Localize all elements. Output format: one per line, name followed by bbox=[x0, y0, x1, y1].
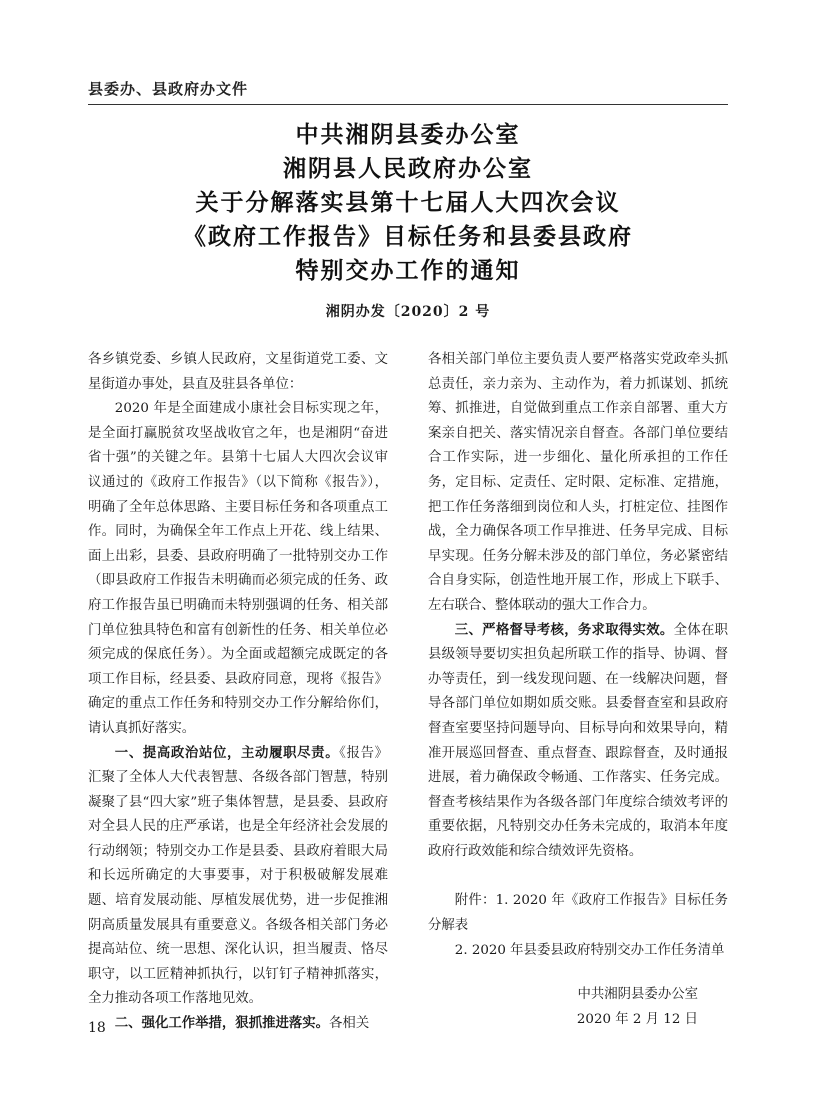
title-line: 关于分解落实县第十七届人大四次会议 bbox=[195, 189, 621, 216]
title-line: 湘阴县人民政府办公室 bbox=[283, 155, 533, 182]
header-divider bbox=[88, 104, 728, 105]
title-line: 特别交办工作的通知 bbox=[295, 257, 521, 284]
attachment-1: 附件：1. 2020 年《政府工作报告》目标任务分解表 bbox=[428, 893, 728, 934]
section-1-paragraph bbox=[88, 742, 388, 1013]
signing-date: 2020 年 2 月 12 日 bbox=[576, 1011, 698, 1027]
page-number: 18 bbox=[88, 1020, 106, 1036]
left-column bbox=[88, 348, 388, 1037]
section-2-paragraph bbox=[88, 1012, 388, 1037]
section-2-text-start: 各相关 bbox=[329, 1016, 370, 1032]
section-2-text: 各相关部门单位主要负责人要严格落实党政牵头抓总责任，亲力亲为、主动作为，着力抓谋划、抓统筹、抓推进，自觉做到重点工作亲自部署、重大方案亲自把关、落实情况亲自督查。各部门单位要结合工作实际，进一步细化、量化所承担的工作任务，定目标、定责任、定时限、定标准、定措施，把工作任务落细到岗位和人头，打桩定位、挂图作战，全力确保各项工作早推进、任务早完成、目标早实现。任务分解未涉及的部门单位，务必紧密结合自身实际，创造性地开展工作，形成上下联手、左右联合、整体联动的强大工作合力。 bbox=[428, 352, 728, 613]
document-title bbox=[88, 118, 728, 288]
section-1-heading: 一、提高政治站位，主动履职尽责。 bbox=[114, 745, 340, 761]
title-line: 《政府工作报告》目标任务和县委县政府 bbox=[183, 223, 633, 250]
addressee: 各乡镇党委、乡镇人民政府，文星街道党工委、文星街道办事处，县直及驻县各单位： bbox=[88, 352, 388, 392]
intro-paragraph: 2020 年是全面建成小康社会目标实现之年，是全面打赢脱贫攻坚战收官之年，也是湘阴“奋进省十强”的关键之年。县第十七届人大四次会议审议通过的《政府工作报告》（以下简称《报告》），明确了全年总体思路、主要目标任务和各项重点工作。同时，为确保全年工作点上开花、线上结果、面上出彩，县委、县政府明确了一批特别交办工作（即县政府工作报告未明确而必须完成的任务、政府工作报告虽已明确而未特别强调的任务、相关部门单位独具特色和富有创新性的任务、相关单位必须完成的保底任务）。为全面或超额完成既定的各项工作目标，经县委、县政府同意，现将《报告》确定的重点工作任务和特别交办工作分解给你们，请认真抓好落实。 bbox=[88, 401, 388, 736]
section-3-text: 全体在职县级领导要切实担负起所联工作的指导、协调、督办等责任，到一线发现问题、在一线解决问题，督导各部门单位如期如质交账。县委督查室和县政府督查室要坚持问题导向、目标导向和效果导向，精准开展巡回督查、重点督查、跟踪督查，及时通报进展，着力确保政令畅通、工作落实、任务完成。督查考核结果作为各级各部门年度综合绩效考评的重要依据，凡特别交办任务未完成的，取消本年度政府行政效能和综合绩效评先资格。 bbox=[428, 622, 729, 859]
section-3-heading: 三、严格督导考核，务求取得实效。 bbox=[454, 622, 674, 638]
section-3-paragraph bbox=[428, 619, 728, 865]
section-2-heading: 二、强化工作举措，狠抓推进落实。 bbox=[114, 1016, 330, 1032]
section-1-text: 《报告》汇聚了全体人大代表智慧、各级各部门智慧，特别凝聚了县“四大家”班子集体智慧，是县委、县政府对全县人民的庄严承诺，也是全年经济社会发展的行动纲领；特别交办工作是县委、县政府着眼大局和长远所确定的大事要事，对于积极破解发展难题、培育发展动能、厚植发展优势，进一步促推湘阴高质量发展具有重要意义。各级各相关部门务必提高站位、统一思想、深化认识，担当履责、恪尽职守，以工匠精神抓执行，以钉钉子精神抓落实，全力推动各项工作落地见效。 bbox=[88, 745, 388, 1007]
title-line: 中共湘阴县委办公室 bbox=[295, 121, 521, 148]
attachment-2: 2. 2020 年县委县政府特别交办工作任务清单 bbox=[454, 942, 725, 958]
running-header: 县委办、县政府办文件 bbox=[88, 80, 249, 98]
document-number: 湘阴办发〔2020〕2 号 bbox=[325, 304, 491, 320]
signing-organization: 中共湘阴县委办公室 bbox=[577, 987, 698, 1003]
right-column bbox=[428, 348, 728, 1032]
